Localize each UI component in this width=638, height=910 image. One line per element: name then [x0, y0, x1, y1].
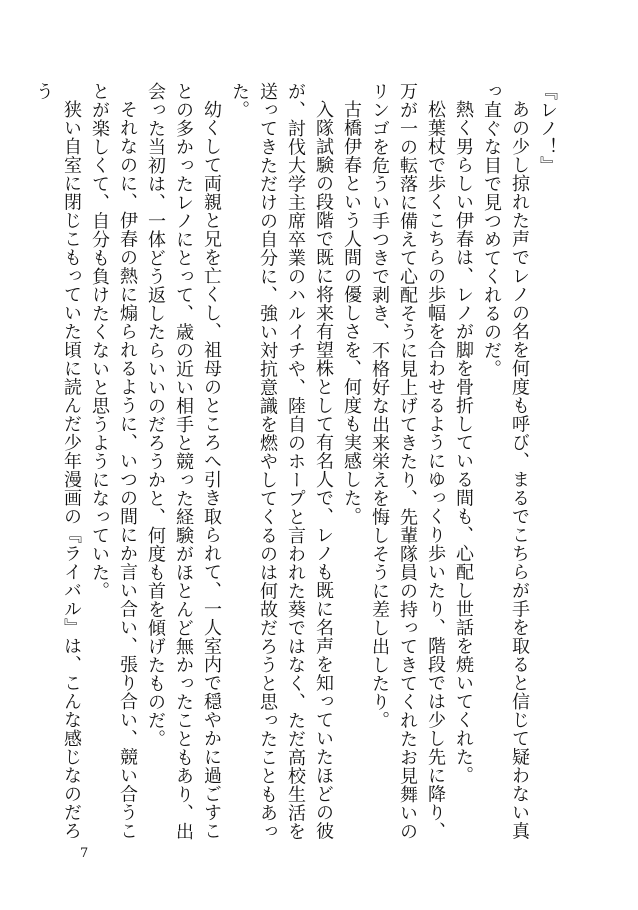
page-number: 7: [80, 846, 89, 861]
paragraph: 狭い自室に閉じこもっていた頃に読んだ少年漫画の『ライバル』は、こんな感じなのだろう: [33, 82, 82, 840]
paragraph: 松葉杖で歩くこちらの歩幅を合わせるようにゆっくり歩いたり、階段では少し先に降り、万が一の転落に備えて心配そうに見上げてきたり、先輩隊員の持ってきてくれたお見舞いのリンゴを危うい手つきで剥き、不格好な出来栄えを悔しそうに差し出したり。: [369, 82, 446, 841]
paragraph: 入隊試験の段階で既に将来有望株として有名人で、レノも既に名声を知っていたほどの彼が、討伐大学主席卒業のハルイチや、陸自のホープと言われた葵ではなく、ただ高校生活を送ってきただけの自分に、強い対抗意識を燃やしてくるのは何故だろうと思ったこともあった。: [229, 82, 334, 841]
vertical-text-body: [33, 82, 561, 842]
paragraph: 古橋伊春という人間の優しさを、何度も実感した。: [341, 100, 362, 526]
paragraph: それなのに、伊春の熱に煽られるように、いつの間にか言い合い、張り合い、競い合うことが楽しくて、自分も負けたくないと思うようになっていた。: [89, 82, 138, 840]
paragraph: 『レノ！』: [537, 82, 558, 175]
paragraph: あの少し掠れた声でレノの名を何度も呼び、まるでこちらが手を取ると信じて疑わない真っ直ぐな目で見つめてくれるのだ。: [481, 82, 530, 840]
paragraph: 熱く男らしい伊春は、レノが脚を骨折している間も、心配し世話を焼いてくれた。: [453, 100, 474, 785]
paragraph: 幼くして両親と兄を亡くし、祖母のところへ引き取られて、一人室内で穏やかに過ごすことの多かったレノにとって、歳の近い相手と競った経験がほとんど無かったこともあり、出会った当初は、一体どう返したらいいのだろうかと、何度も首を傾げたものだ。: [145, 82, 222, 841]
